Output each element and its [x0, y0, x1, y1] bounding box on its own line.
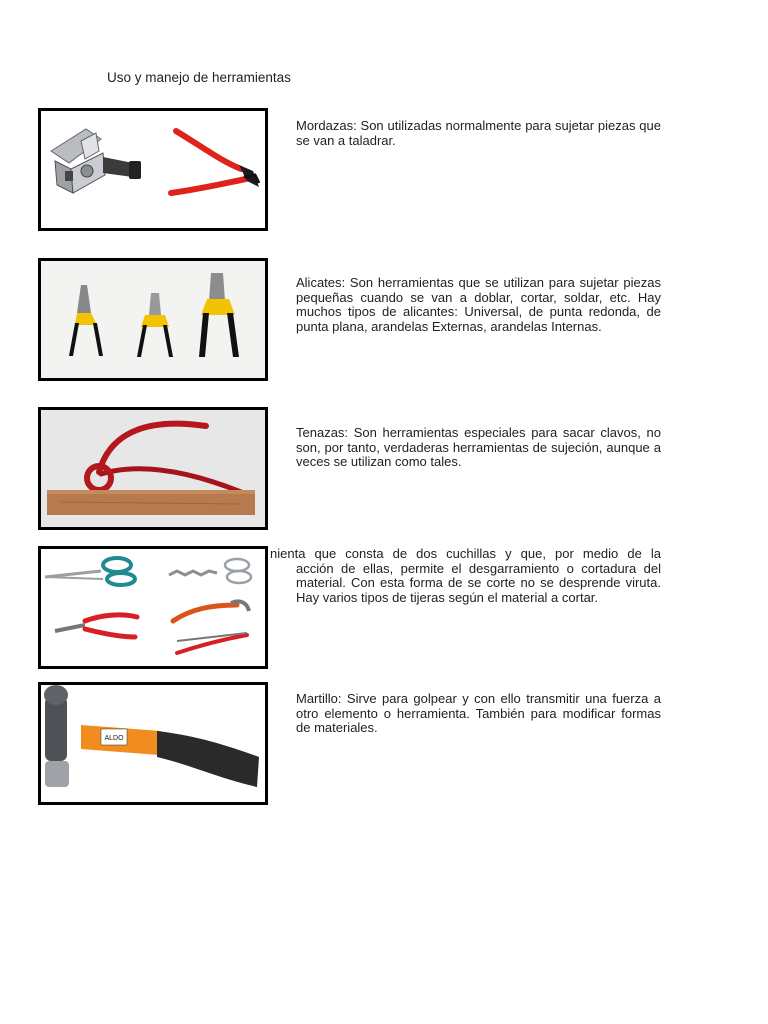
hammer-illustration [41, 685, 265, 802]
tijeras-image [38, 546, 268, 669]
tijeras-description [270, 547, 661, 605]
hammer-brand-label: ALDO [104, 735, 124, 742]
tijeras-description-rest: acción de ellas, permite el desgarramiento o cortadura del material. Con esta forma de se corte no se desprende viruta. Hay varios tipos de tijeras según el material a cortar. [296, 560, 661, 605]
vise-and-pliers-illustration [41, 111, 265, 228]
pliers-illustration [41, 261, 265, 378]
tijeras-description-line1: nienta que consta de dos cuchillas y que, por medio de la [270, 546, 661, 561]
alicates-description: Alicates: Son herramientas que se utilizan para sujetar piezas pequeñas cuando se van a doblar, cortar, soldar, etc. Hay muchos tipos de alicantes: Universal, de punta redonda, de punta plana, arandelas Externas, arandelas Internas. [296, 275, 661, 334]
tenazas-image [38, 407, 268, 530]
tenazas-description: Tenazas: Son herramientas especiales para sacar clavos, no son, por tanto, verdaderas herramientas de sujeción, aunque a veces se utilizan como tales. [296, 425, 661, 469]
wood-board-icon [47, 490, 255, 515]
martillo-image [38, 682, 268, 805]
pincers-illustration [41, 410, 265, 527]
alicates-image [38, 258, 268, 381]
mordazas-description: Mordazas: Son utilizadas normalmente para sujetar piezas que se van a taladrar. [296, 118, 661, 148]
scissors-illustration [41, 549, 265, 666]
mordazas-image [38, 108, 268, 231]
martillo-description: Martillo: Sirve para golpear y con ello transmitir una fuerza a otro elemento o herramienta. También para modificar formas de materiales. [296, 691, 661, 735]
page-title: Uso y manejo de herramientas [107, 70, 291, 85]
